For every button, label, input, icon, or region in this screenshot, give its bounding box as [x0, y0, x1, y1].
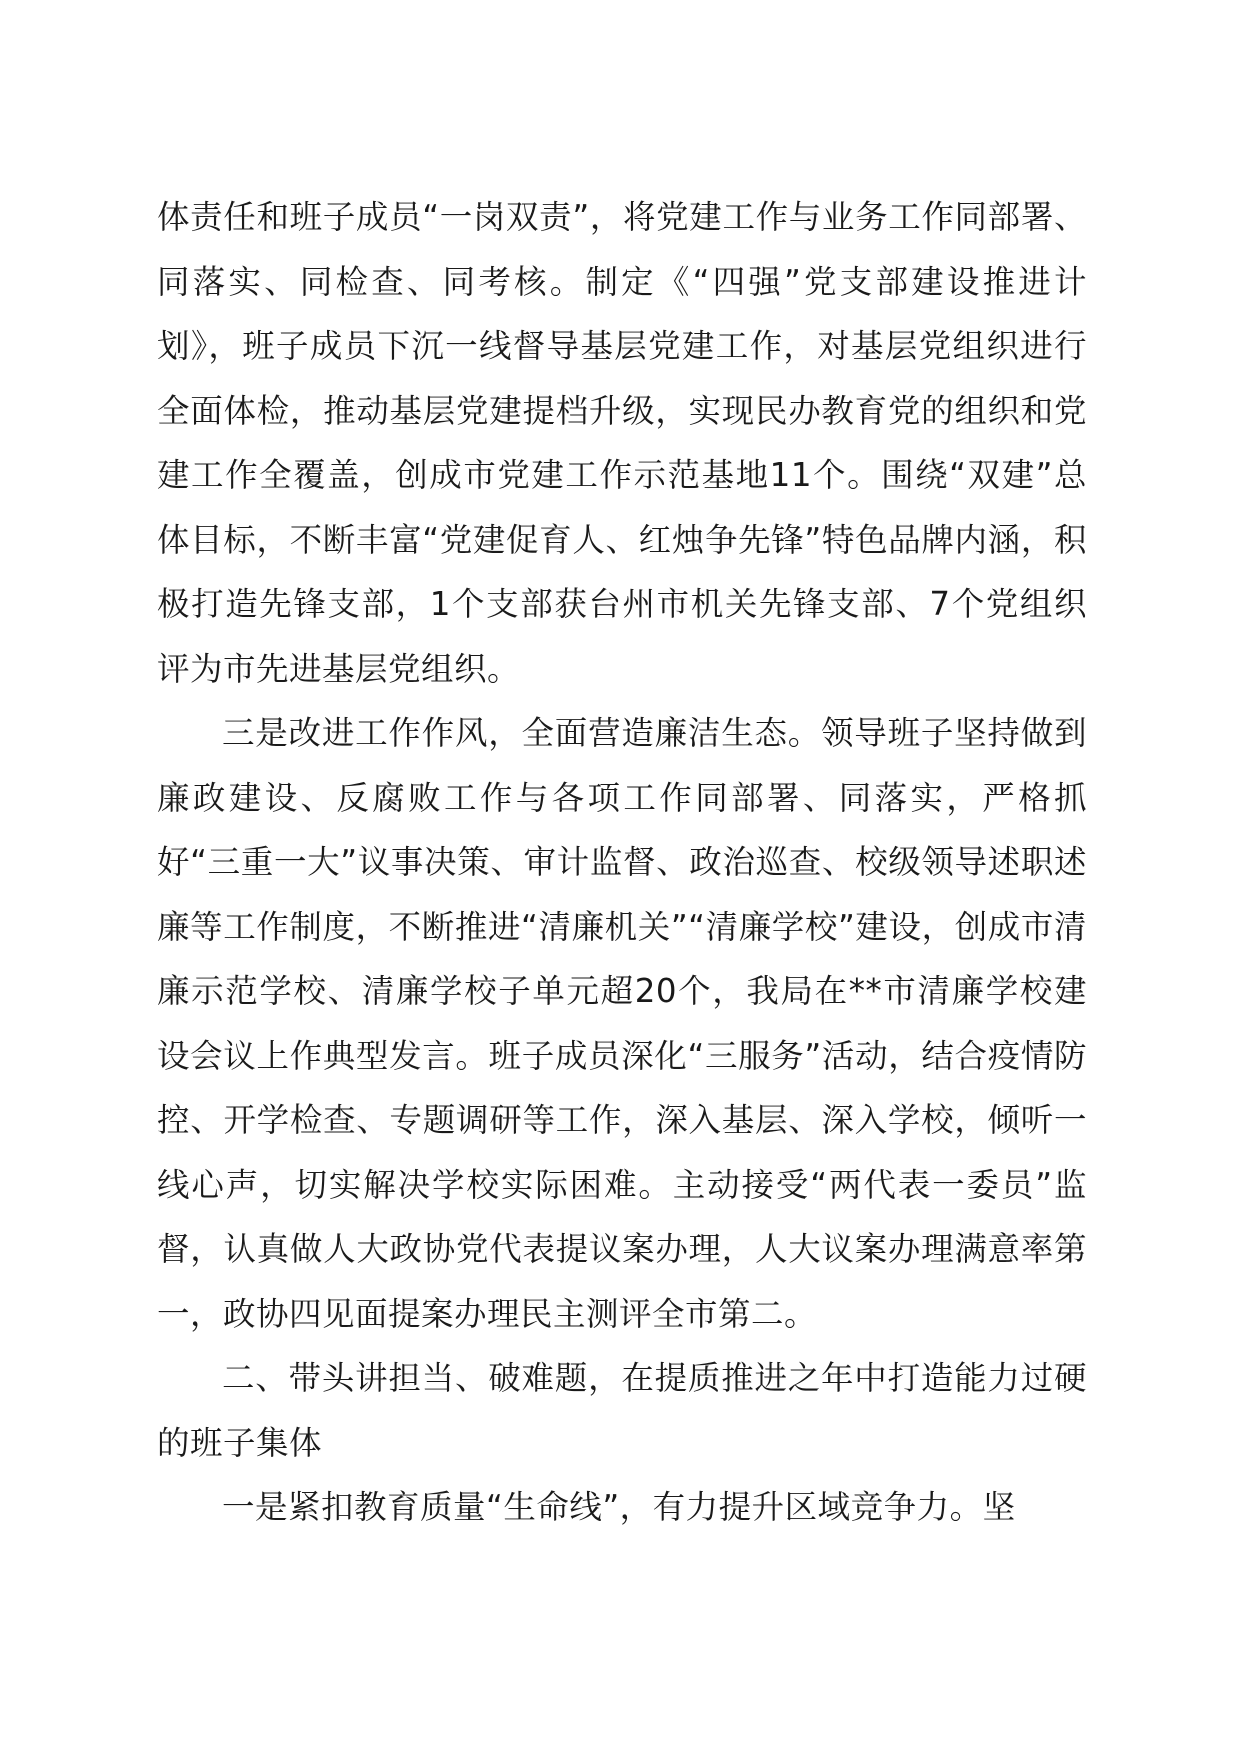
section-heading-responsibility: 二、带头讲担当、破难题，在提质推进之年中打造能力过硬的班子集体 — [157, 1359, 1087, 1462]
paragraph-party-building-responsibility: 体责任和班子成员“一岗双责”，将党建工作与业务工作同部署、同落实、同检查、同考核。制定《“四强”党支部建设推进计划》，班子成员下沉一线督导基层党建工作，对基层党组织进行全面体检，推动基层党建提档升级，实现民办教育党的组织和党建工作全覆盖，创成市党建工作示范基地11个。围绕“双建”总体目标，不断丰富“党建促育人、红烛争先锋”特色品牌内涵，积极打造先锋支部，1个支部获台州市机关先锋支部、7个党组织评为市先进基层党组织。 — [157, 198, 1087, 688]
paragraph-education-quality: 一是紧扣教育质量“生命线”，有力提升区域竞争力。坚 — [222, 1488, 1016, 1526]
paragraph-work-style-integrity: 三是改进工作作风，全面营造廉洁生态。领导班子坚持做到廉政建设、反腐败工作与各项工作同部署、同落实，严格抓好“三重一大”议事决策、审计监督、政治巡查、校级领导述职述廉等工作制度，不断推进“清廉机关”“清廉学校”建设，创成市清廉示范学校、清廉学校子单元超20个，我局在**市清廉学校建设会议上作典型发言。班子成员深化“三服务”活动，结合疫情防控、开学检查、专题调研等工作，深入基层、深入学校，倾听一线心声，切实解决学校实际困难。主动接受“两代表一委员”监督，认真做人大政协党代表提议案办理，人大议案办理满意率第一，政协四见面提案办理民主测评全市第二。 — [157, 714, 1087, 1333]
document-body — [157, 185, 1087, 1540]
